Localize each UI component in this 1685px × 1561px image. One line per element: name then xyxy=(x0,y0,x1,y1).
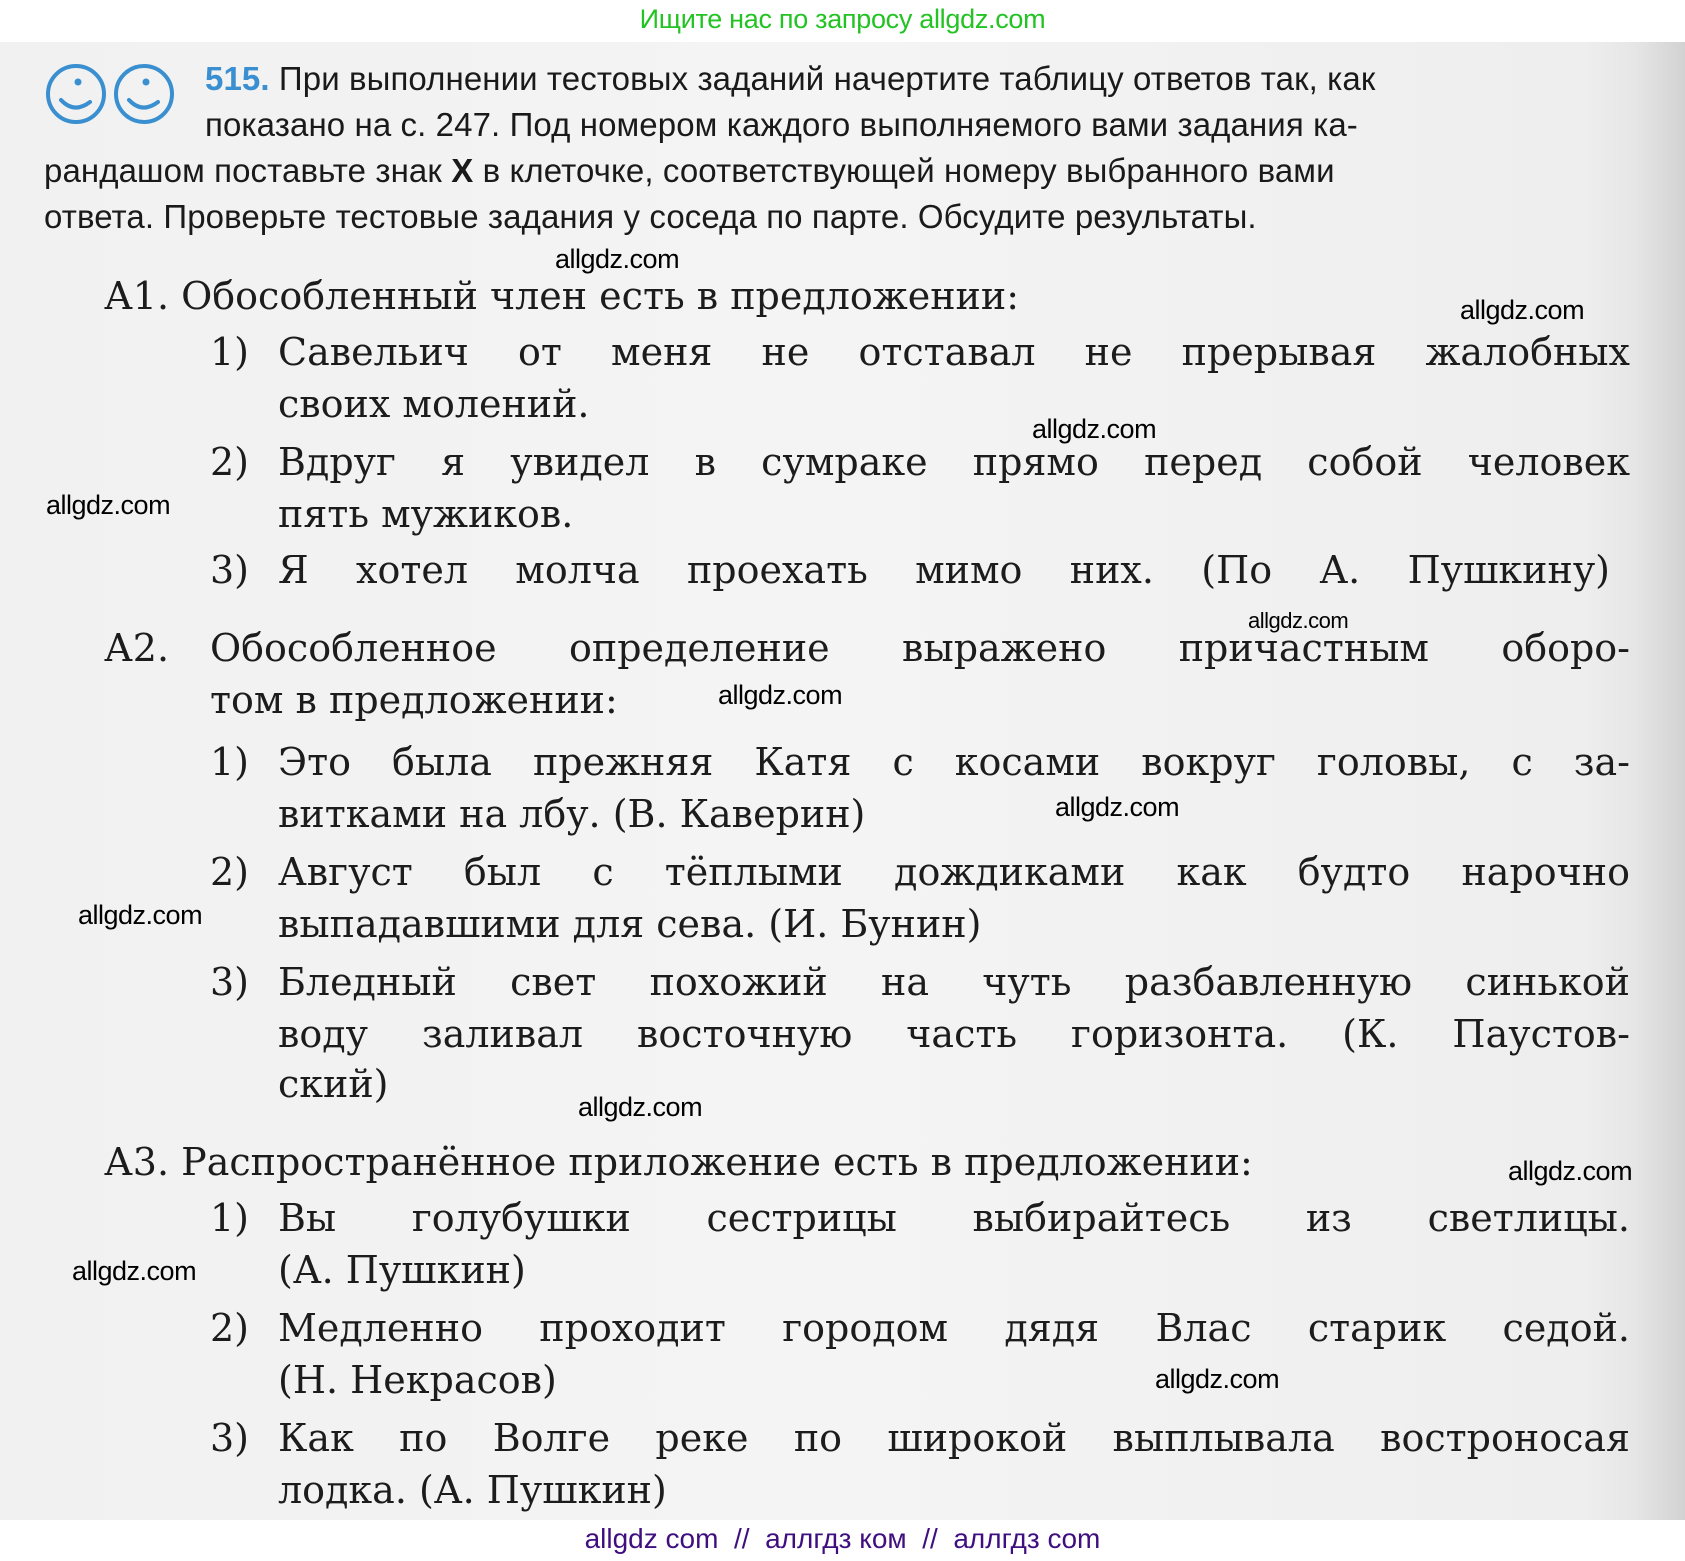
question-prompt: Распространённое приложение есть в предложении: xyxy=(181,1140,1253,1184)
x-mark-symbol: X xyxy=(451,152,474,189)
question-id: А1. xyxy=(104,274,170,318)
a3-option-1-line-1: Вы голубушки сестрицы выбирайтесь из светлицы. xyxy=(278,1196,1630,1240)
exercise-line-3 xyxy=(44,152,1335,190)
watermark: allgdz.com xyxy=(46,490,171,520)
a2-option-2-line-2: выпадавшими для сева. (И. Бунин) xyxy=(278,902,982,946)
watermark: allgdz.com xyxy=(1248,608,1349,633)
a2-option-3-num: 3) xyxy=(210,960,250,1004)
a2-prompt-line-2: том в предложении: xyxy=(210,678,618,722)
exercise-line-2: показано на с. 247. Под номером каждого выполняемого вами задания ка- xyxy=(205,106,1358,143)
question-a3 xyxy=(104,1140,1253,1184)
a1-option-1-line-1: Савельич от меня не отставал не прерывая жалобных xyxy=(278,330,1630,374)
watermark: allgdz.com xyxy=(1508,1156,1633,1186)
a1-option-3-num: 3) xyxy=(210,548,250,592)
watermark: allgdz.com xyxy=(78,900,203,930)
smiley-faces-icon xyxy=(44,62,184,126)
a2-option-3-line-3: ский) xyxy=(278,1062,389,1106)
watermark: allgdz.com xyxy=(578,1092,703,1122)
a3-option-3-line-2: лодка. (А. Пушкин) xyxy=(278,1468,667,1512)
exercise-line-4: ответа. Проверьте тестовые задания у соседа по парте. Обсудите результаты. xyxy=(44,198,1257,235)
a1-option-3-line-1: Я хотел молча проехать мимо них. (По А. Пушкину) xyxy=(278,548,1610,592)
a3-option-1-num: 1) xyxy=(210,1196,250,1240)
a2-question-id: А2. xyxy=(104,626,170,670)
a3-option-1-line-2: (А. Пушкин) xyxy=(278,1248,526,1292)
top-watermark-banner: Ищите нас по запросу allgdz.com xyxy=(639,4,1046,34)
watermark: allgdz.com xyxy=(1460,295,1585,325)
exercise-text: рандашом поставьте знак xyxy=(44,152,442,189)
a2-option-1-num: 1) xyxy=(210,740,250,784)
a3-option-2-line-1: Медленно проходит городом дядя Влас старик седой. xyxy=(278,1306,1630,1350)
watermark: allgdz.com xyxy=(718,680,843,710)
a1-option-1-num: 1) xyxy=(210,330,250,374)
watermark: allgdz.com xyxy=(1155,1364,1280,1394)
a3-option-2-num: 2) xyxy=(210,1306,250,1350)
a1-option-2-num: 2) xyxy=(210,440,250,484)
a1-option-1-line-2: своих молений. xyxy=(278,382,590,426)
a3-option-3-num: 3) xyxy=(210,1416,250,1460)
exercise-text: в клеточке, соответствующей номеру выбранного вами xyxy=(482,152,1335,189)
a2-option-2-line-1: Август был с тёплыми дождиками как будто нарочно xyxy=(278,850,1630,894)
a2-option-2-num: 2) xyxy=(210,850,250,894)
exercise-number: 515. xyxy=(205,60,270,97)
a2-option-1-line-2: витками на лбу. (В. Каверин) xyxy=(278,792,866,836)
a2-prompt-line-1: Обособленное определение выражено причастным оборо- xyxy=(210,626,1630,670)
a1-option-2-line-2: пять мужиков. xyxy=(278,492,574,536)
exercise-line-1 xyxy=(205,60,1375,98)
question-id: А3. xyxy=(104,1140,170,1184)
a2-option-3-line-1: Бледный свет похожий на чуть разбавленную синькой xyxy=(278,960,1630,1004)
a2-option-3-line-2: воду заливал восточную часть горизонта. (К. Паустов- xyxy=(278,1012,1630,1056)
bottom-watermark-banner: allgdz com // аллгдз ком // аллгдз com xyxy=(584,1523,1101,1554)
watermark: allgdz.com xyxy=(1032,414,1157,444)
question-a1 xyxy=(104,274,1019,318)
exercise-text: При выполнении тестовых заданий начертите таблицу ответов так, как xyxy=(278,60,1376,97)
a3-option-3-line-1: Как по Волге реке по широкой выплывала востроносая xyxy=(278,1416,1630,1460)
question-prompt: Обособленный член есть в предложении: xyxy=(181,274,1019,318)
watermark: allgdz.com xyxy=(1055,792,1180,822)
a1-option-2-line-1: Вдруг я увидел в сумраке прямо перед собой человек xyxy=(278,440,1630,484)
watermark: allgdz.com xyxy=(72,1256,197,1286)
a2-option-1-line-1: Это была прежняя Катя с косами вокруг головы, с за- xyxy=(278,740,1630,784)
a3-option-2-line-2: (Н. Некрасов) xyxy=(278,1358,557,1402)
watermark: allgdz.com xyxy=(555,244,680,274)
